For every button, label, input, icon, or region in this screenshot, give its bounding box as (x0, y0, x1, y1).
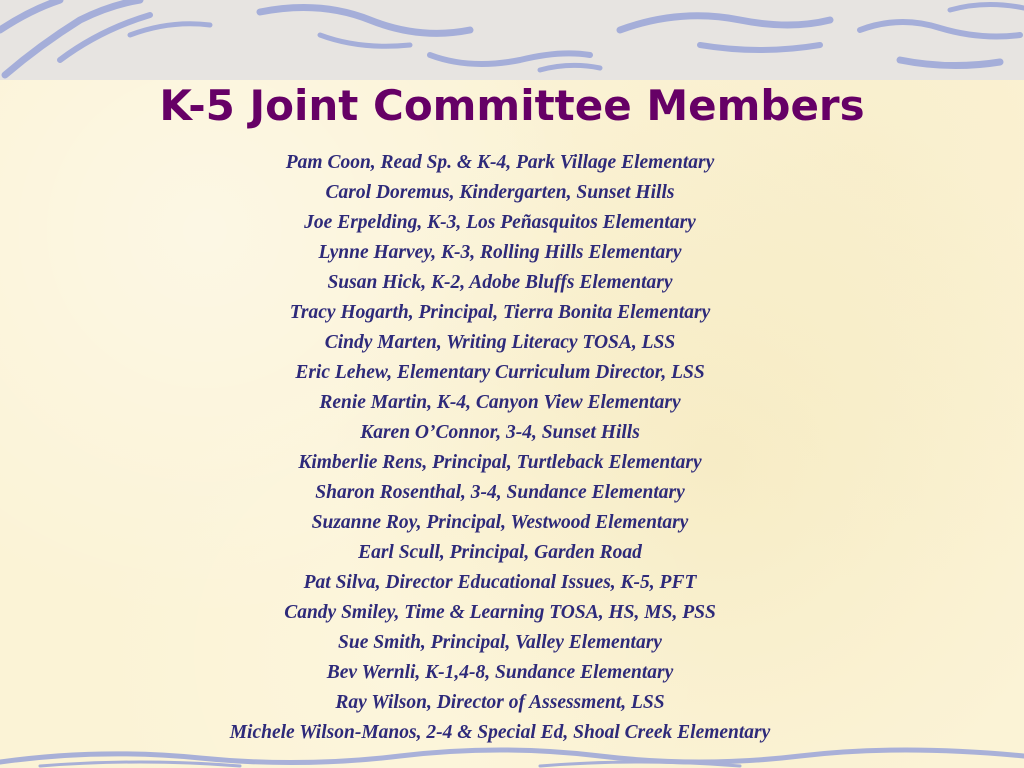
member-item: Carol Doremus, Kindergarten, Sunset Hills (325, 182, 675, 203)
committee-member-list (0, 148, 1000, 748)
member-item: Eric Lehew, Elementary Curriculum Director, LSS (295, 362, 705, 383)
slide-title: K-5 Joint Committee Members (159, 81, 865, 130)
member-item: Tracy Hogarth, Principal, Tierra Bonita Elementary (289, 302, 711, 323)
member-item: Candy Smiley, Time & Learning TOSA, HS, MS, PSS (284, 602, 716, 623)
member-item: Pam Coon, Read Sp. & K-4, Park Village Elementary (285, 152, 715, 173)
member-item: Cindy Marten, Writing Literacy TOSA, LSS (324, 332, 676, 353)
member-item: Bev Wernli, K-1,4-8, Sundance Elementary (326, 662, 674, 683)
member-item: Lynne Harvey, K-3, Rolling Hills Elementary (318, 242, 682, 263)
member-item: Michele Wilson-Manos, 2-4 & Special Ed, Shoal Creek Elementary (229, 722, 771, 743)
member-item: Susan Hick, K-2, Adobe Bluffs Elementary (327, 272, 673, 293)
member-item: Sharon Rosenthal, 3-4, Sundance Elementary (315, 482, 685, 503)
member-item: Suzanne Roy, Principal, Westwood Elementary (311, 512, 689, 533)
member-item: Renie Martin, K-4, Canyon View Elementary (319, 392, 681, 413)
member-item: Kimberlie Rens, Principal, Turtleback Elementary (298, 452, 702, 473)
member-item: Karen O’Connor, 3-4, Sunset Hills (360, 422, 640, 443)
member-item: Joe Erpelding, K-3, Los Peñasquitos Elementary (304, 212, 696, 233)
member-item: Pat Silva, Director Educational Issues, K-5, PFT (303, 572, 697, 593)
member-item: Earl Scull, Principal, Garden Road (358, 542, 642, 563)
member-item: Ray Wilson, Director of Assessment, LSS (335, 692, 665, 713)
member-item: Sue Smith, Principal, Valley Elementary (338, 632, 662, 653)
